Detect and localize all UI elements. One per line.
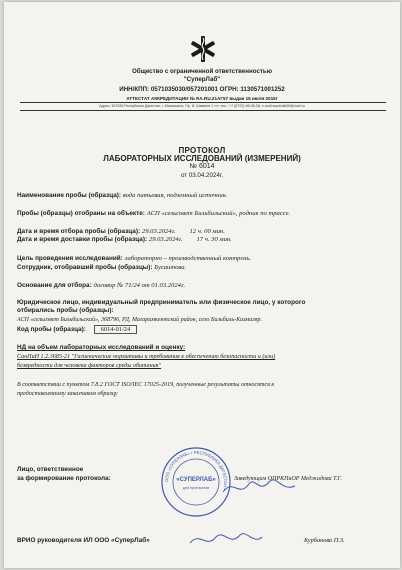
protocol-date: от 03.04.2024г. [180,172,224,179]
code-row [17,325,137,334]
client-value: АСП «сельсовет Бильбильский», 368796, РД, Магарамкентский район, село Бильбиль-Казмаляр. [17,317,263,323]
norm-label: НД на объем лабораторных исследований и оценку: [17,344,186,351]
header-divider-bottom [20,110,386,111]
norm-value-1: СанПиН 1.2.3685-21 "Гигиенические нормативы и требования к обеспечению безопасности и (или) [17,354,276,360]
org-address: Адрес: 367026 Республика Дагестан, г. Махачкала, Пр. И. Шамиля 1 «г» тел.: +7 (8722) 98-98-38, e-mail:superlab05@mail.ru [99,104,305,108]
purpose-row [17,255,251,262]
org-ids: ИНН/КПП: 0571035030/057201001 ОГРН: 1130571001252 [119,86,285,93]
head-label-row [17,537,150,544]
stamp-ring-text: ООО «СУПЕРЛАБ» • РЕСПУБЛИКА ДАГЕСТАН • [163,449,229,491]
responsible-label-2: за формирование протокола: [17,475,111,482]
head-name: Курбанова П.З. [304,537,345,544]
sample-time-value: 12 ч. 00 мин. [189,228,225,235]
norm-value-2: безвредности для человека факторов среды обитания" [17,363,162,369]
code-value: 6014-01/24 [94,325,137,334]
norm-label-row [17,344,185,351]
stamp-inner-text: для протоколов [182,486,210,490]
client-label-text-2: отбирались пробы (образцы): [17,307,114,314]
client-label-1 [17,299,305,306]
sample-date-value: 29.03.2024г. [141,228,176,235]
sample-date-label: Дата и время отбора пробы (образца): [17,228,141,235]
delivery-date-label: Дата и время доставки пробы (образца): [17,236,148,243]
basis-row [17,282,185,289]
delivery-time-value: 17 ч. 30 мин. [196,236,232,243]
responsible-label-row-1 [17,466,83,473]
accreditation: АТТЕСТАТ АККРЕДИТАЦИИ № RA.RU.21АГ57 выдан 15 июля 2015г [126,96,278,101]
protocol-sheet [4,2,400,568]
sample-name-label: Наименование пробы (образца): [17,192,122,199]
purpose-label: Цель проведения исследований: [17,255,123,262]
compliance-row-2 [17,390,118,397]
delivery-date-value: 29.03.2024г. [148,236,183,243]
responsible-label-row-2 [17,475,111,482]
employee-row [17,264,186,271]
purpose-value: лабораторно – производственный контроль. [124,255,252,262]
delivery-date-row [17,236,232,243]
responsible-label-1: Лицо, ответственное [17,466,84,473]
org-brand: "СуперЛаб" [183,76,221,83]
header-divider [20,102,386,103]
head-signature-icon [184,527,264,553]
norm-value-row-2 [17,362,161,369]
client-value-row [17,316,262,323]
norm-value-row-1 [17,353,275,360]
compliance-row-1 [17,381,274,388]
compliance-text-1: В соответствии с пунктом 7.8.2 ГОСТ ISO/IEC 17025-2019, полученные результаты относятся к [17,382,275,388]
protocol-number: № 6014 [189,163,215,170]
superlab-logo-icon [188,34,218,64]
sample-name-value: вода питьевая, подземный источник. [122,192,228,199]
basis-value: договор № 71/24 от 01.03.2024г. [93,282,186,289]
basis-label: Основание для отбора: [17,282,92,289]
client-label-text-1: Юридическое лицо, индивидуальный предприниматель или физическое лицо, у которого [17,299,306,306]
responsible-name: Заведующим ОПРКПиОР Меджидова Т.Г. [234,476,343,482]
stamp-center-text: «СУПЕРЛАБ» [176,477,216,483]
protocol-subtitle: ЛАБОРАТОРНЫХ ИССЛЕДОВАНИЙ (ИЗМЕРЕНИЙ) [103,154,301,163]
code-label: Код пробы (образца): [17,326,86,333]
protocol-title: ПРОТОКОЛ [178,146,226,155]
sampled-at-row [17,210,290,217]
org-name: Общество с ограниченной ответственностью [131,68,273,75]
sample-date-row [17,228,225,235]
head-label: ВРИО руководителя ИЛ ООО «СуперЛаб» [17,537,150,544]
head-name-row [304,537,345,544]
client-label-2 [17,307,114,314]
employee-value: Бусаитова. [154,264,187,271]
compliance-text-2: предоставленному заказчиком образцу [17,391,118,397]
sampled-at-value: АСП «сельсовет Бильбильский», родник по трассе. [146,210,291,217]
organization-stamp-icon [160,446,232,518]
sample-name-row [17,192,227,199]
employee-label: Сотрудник, отобравший пробы (образцы): [17,264,153,271]
sampled-at-label: Пробы (образцы) отобраны на объекте: [17,210,145,217]
